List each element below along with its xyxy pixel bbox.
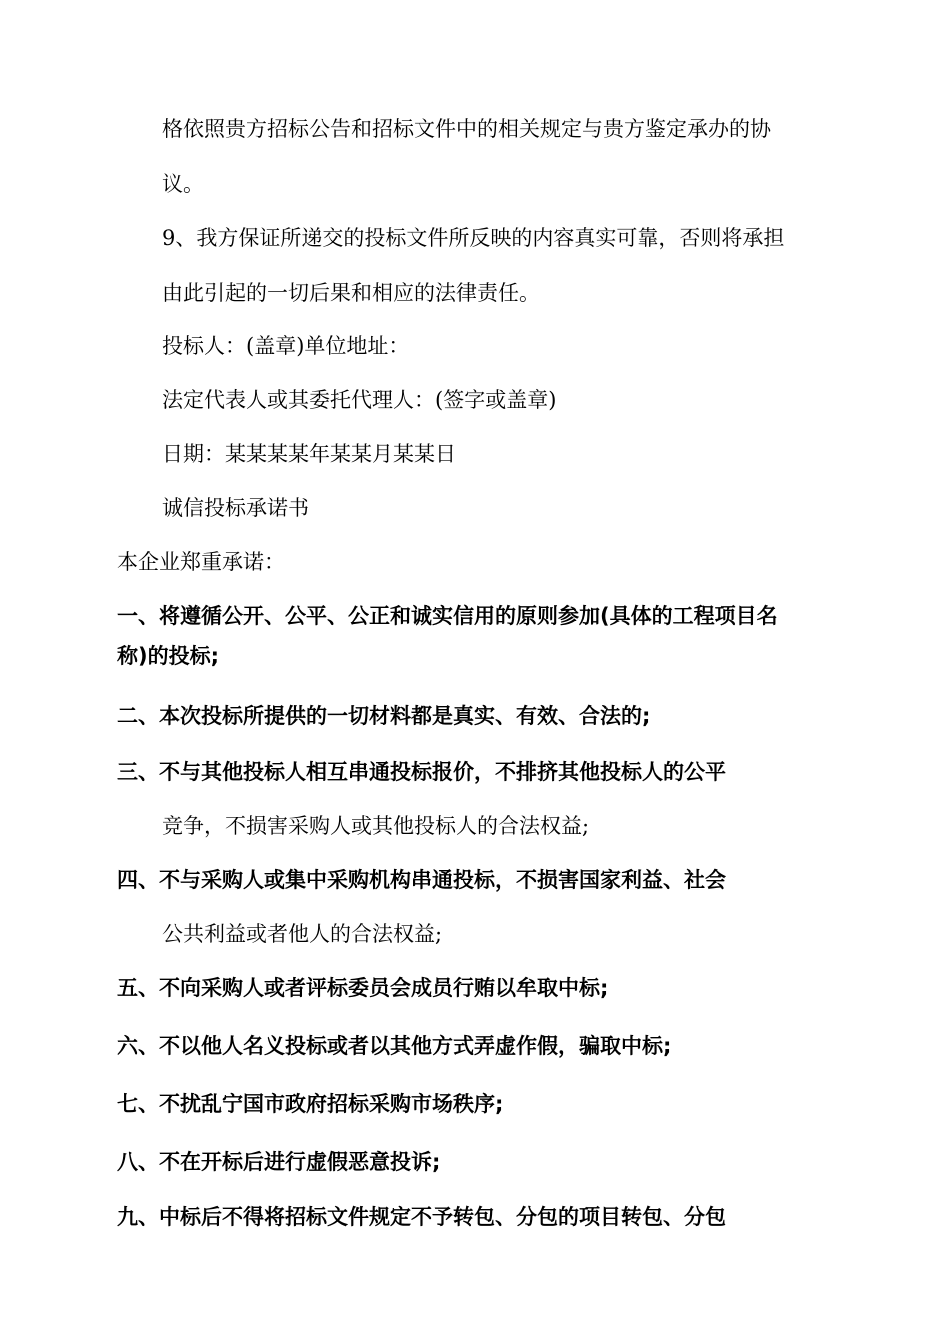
commitment-item: 四、不与采购人或集中采购机构串通投标，不损害国家利益、社会 [117, 868, 726, 892]
commitment-item: 二、本次投标所提供的一切材料都是真实、有效、合法的; [117, 704, 651, 728]
paragraph-line: 9、我方保证所递交的投标文件所反映的内容真实可靠，否则将承担 [162, 226, 785, 250]
commitment-item-continued: 竞争，不损害采购人或其他投标人的合法权益; [162, 814, 590, 838]
commitment-item-continued: 公共利益或者他人的合法权益; [162, 922, 443, 946]
paragraph-line: 由此引起的一切后果和相应的法律责任。 [162, 281, 540, 305]
signature-date-line: 日期：某某某某年某某月某某日 [162, 442, 456, 466]
commitment-item: 六、不以他人名义投标或者以其他方式弄虚作假，骗取中标; [117, 1034, 672, 1058]
commitment-item: 九、中标后不得将招标文件规定不予转包、分包的项目转包、分包 [117, 1205, 726, 1229]
paragraph-line: 议。 [162, 172, 204, 196]
signature-representative-line: 法定代表人或其委托代理人：(签字或盖章) [162, 388, 557, 412]
commitment-item: 一、将遵循公开、公平、公正和诚实信用的原则参加(具体的工程项目名 [117, 604, 778, 628]
commitment-item: 五、不向采购人或者评标委员会成员行贿以牟取中标; [117, 976, 609, 1000]
commitment-item-continued: 称)的投标; [117, 644, 219, 668]
signature-bidder-line: 投标人：(盖章)单位地址： [162, 334, 410, 358]
paragraph-line: 格依照贵方招标公告和招标文件中的相关规定与贵方鉴定承办的协 [162, 117, 771, 141]
commitment-item: 七、不扰乱宁国市政府招标采购市场秩序; [117, 1092, 504, 1116]
commitment-item: 三、不与其他投标人相互串通投标报价，不排挤其他投标人的公平 [117, 760, 726, 784]
section-title: 诚信投标承诺书 [162, 496, 309, 520]
commitment-intro: 本企业郑重承诺： [117, 550, 285, 574]
commitment-item: 八、不在开标后进行虚假恶意投诉; [117, 1150, 441, 1174]
